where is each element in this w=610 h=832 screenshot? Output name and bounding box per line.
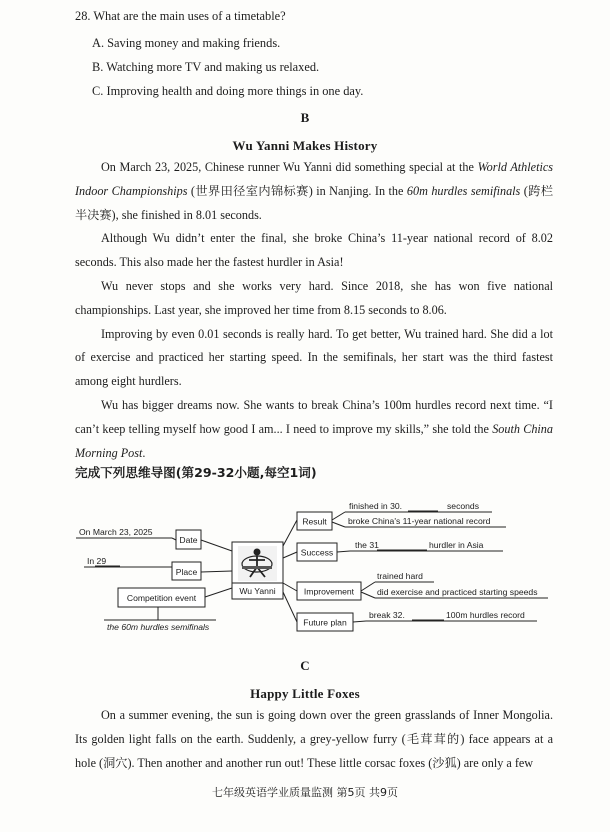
result-label: Result: [302, 516, 327, 527]
result-line2-connector: [332, 522, 345, 527]
section-c-title: Happy Little Foxes: [250, 686, 360, 701]
hurdler-image-icon: [238, 546, 277, 581]
section-c-letter: C: [300, 658, 310, 673]
mindmap-instruction: 完成下列思维导图(第29-32小题,每空1词): [75, 465, 317, 480]
center-label: Wu Yanni: [239, 586, 276, 596]
result-line1-tail: seconds: [447, 501, 480, 511]
future-line-b: 100m hurdles record: [446, 610, 525, 620]
passage-c-paragraph-1: On a summer evening, the sun is going down over the green grasslands of Inner Mongolia. Its golden light falls on the earth. Suddenly, a grey-yellow furry (毛茸茸的) face appears at a hole (洞穴). Then another and another run out! These little corsac foxes (沙狐) are only a few: [75, 708, 553, 770]
page-footer: 七年级英语学业质量监测 第5页 共9页: [212, 786, 398, 799]
date-connector: [201, 540, 232, 551]
future-plan-label: Future plan: [303, 617, 347, 628]
result-connector: [283, 520, 297, 546]
result-line1-text: finished in 30.: [349, 501, 403, 511]
improvement-connector: [283, 583, 297, 591]
passage-b-paragraph-1: On March 23, 2025, Chinese runner Wu Yanni did something special at the World Athletics Indoor Championships (世界田径室内锦标赛) in Nanjing. In the 60m hurdles semifinals (跨栏半决赛), she finished in 8.01 seconds.: [75, 160, 554, 222]
improvement-line2-connector: [361, 592, 375, 598]
passage-b-paragraph-5: Wu has bigger dreams now. She wants to break China’s 100m hurdles record next time. “I can’t keep telling myself how good I am... I need to improve my skills,” she told the South China Morning Post.: [75, 397, 553, 460]
success-connector: [283, 552, 297, 558]
future-connector: [283, 592, 297, 622]
improvement-line1-text: trained hard: [377, 571, 423, 581]
success-line-connector: [337, 551, 350, 552]
event-value: the 60m hurdles semifinals: [107, 622, 210, 632]
section-b-title: Wu Yanni Makes History: [232, 138, 378, 153]
option-b: B. Watching more TV and making us relaxed.: [92, 60, 320, 74]
section-c-passage: [75, 704, 553, 775]
improvement-label: Improvement: [303, 586, 355, 597]
place-connector: [201, 571, 232, 572]
date-value: On March 23, 2025: [79, 527, 153, 537]
success-line-b: hurdler in Asia: [429, 540, 484, 550]
result-line1-connector: [332, 512, 345, 520]
result-line2-text: broke China's 11-year national record: [348, 516, 491, 526]
success-label: Success: [300, 547, 334, 558]
date-connector-a: [172, 538, 176, 540]
passage-b-paragraph-3: Wu never stops and she works very hard. Since 2018, she has won five national championships. Last year, she improved her time from 8.15 seconds to 8.06.: [75, 278, 553, 317]
event-connector: [205, 588, 232, 597]
place-label: Place: [175, 567, 198, 577]
improvement-line2-text: did exercise and practiced starting speeds: [377, 587, 538, 597]
question-28-stem: 28. What are the main uses of a timetable?: [75, 9, 286, 23]
place-value: In 29: [87, 556, 107, 566]
date-label: Date: [179, 535, 198, 545]
future-line-a: break 32.: [369, 610, 405, 620]
option-a: A. Saving money and making friends.: [92, 36, 281, 50]
future-line-connector: [353, 621, 366, 622]
improvement-line1-connector: [361, 582, 375, 591]
option-c: C. Improving health and doing more things in one day.: [92, 84, 364, 98]
passage-b-paragraph-4: Improving by even 0.01 seconds is really hard. To get better, Wu trained hard. She did a lot of exercise and practiced her starting speed. In the semifinals, her start was the third fastest among eight hurdlers.: [75, 326, 553, 389]
section-b-letter: B: [300, 110, 310, 125]
success-line-a: the 31: [355, 540, 379, 550]
passage-b-paragraph-2: Although Wu didn’t enter the final, she broke China’s 11-year national record of 8.02 seconds. This also made her the fastest hurdler in Asia!: [75, 231, 553, 270]
competition-event-label: Competition event: [126, 593, 197, 603]
